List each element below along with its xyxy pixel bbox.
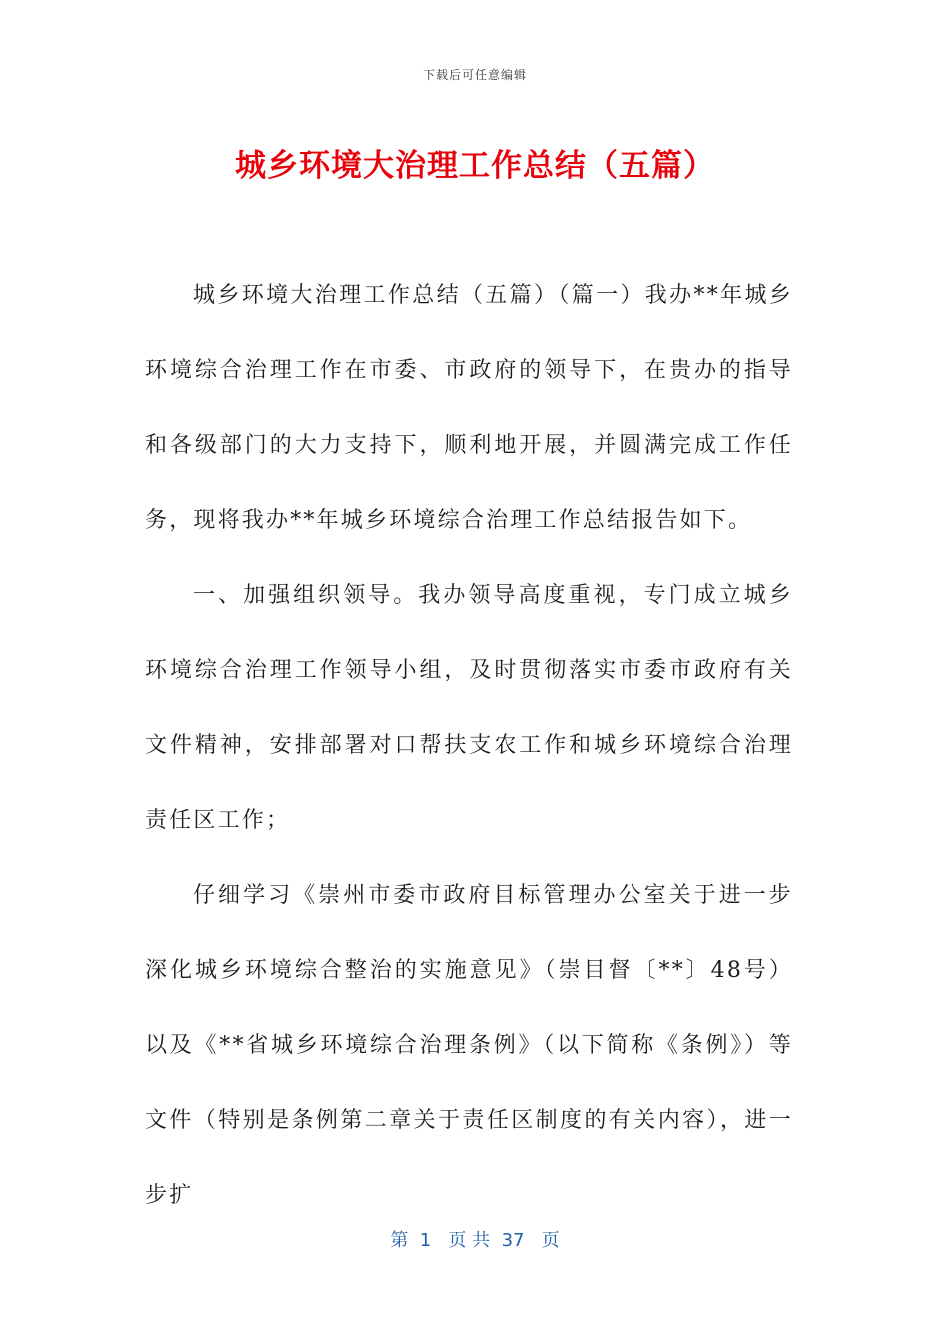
paragraph: 城乡环境大治理工作总结（五篇）（篇一）我办**年城乡环境综合治理工作在市委、市政府的领导下，在贵办的指导和各级部门的大力支持下，顺利地开展，并圆满完成工作任务，现将我办**年城乡环境综合治理工作总结报告如下。 bbox=[145, 283, 793, 533]
document-body bbox=[145, 258, 793, 1233]
paragraph: 一、加强组织领导。我办领导高度重视，专门成立城乡环境综合治理工作领导小组，及时贯彻落实市委市政府有关文件精神，安排部署对口帮扶支农工作和城乡环境综合治理责任区工作； bbox=[145, 583, 793, 833]
document-title: 城乡环境大治理工作总结（五篇） bbox=[235, 148, 715, 184]
header-note: 下载后可任意编辑 bbox=[422, 68, 527, 82]
page-number-footer: 第 1 页 共 37 页 bbox=[390, 1230, 560, 1251]
paragraph: 仔细学习《崇州市委市政府目标管理办公室关于进一步深化城乡环境综合整治的实施意见》（崇目督〔**〕48号）以及《**省城乡环境综合治理条例》（以下简称《条例》）等文件（特别是条例第二章关于责任区制度的有关内容），进一步扩 bbox=[145, 883, 793, 1208]
